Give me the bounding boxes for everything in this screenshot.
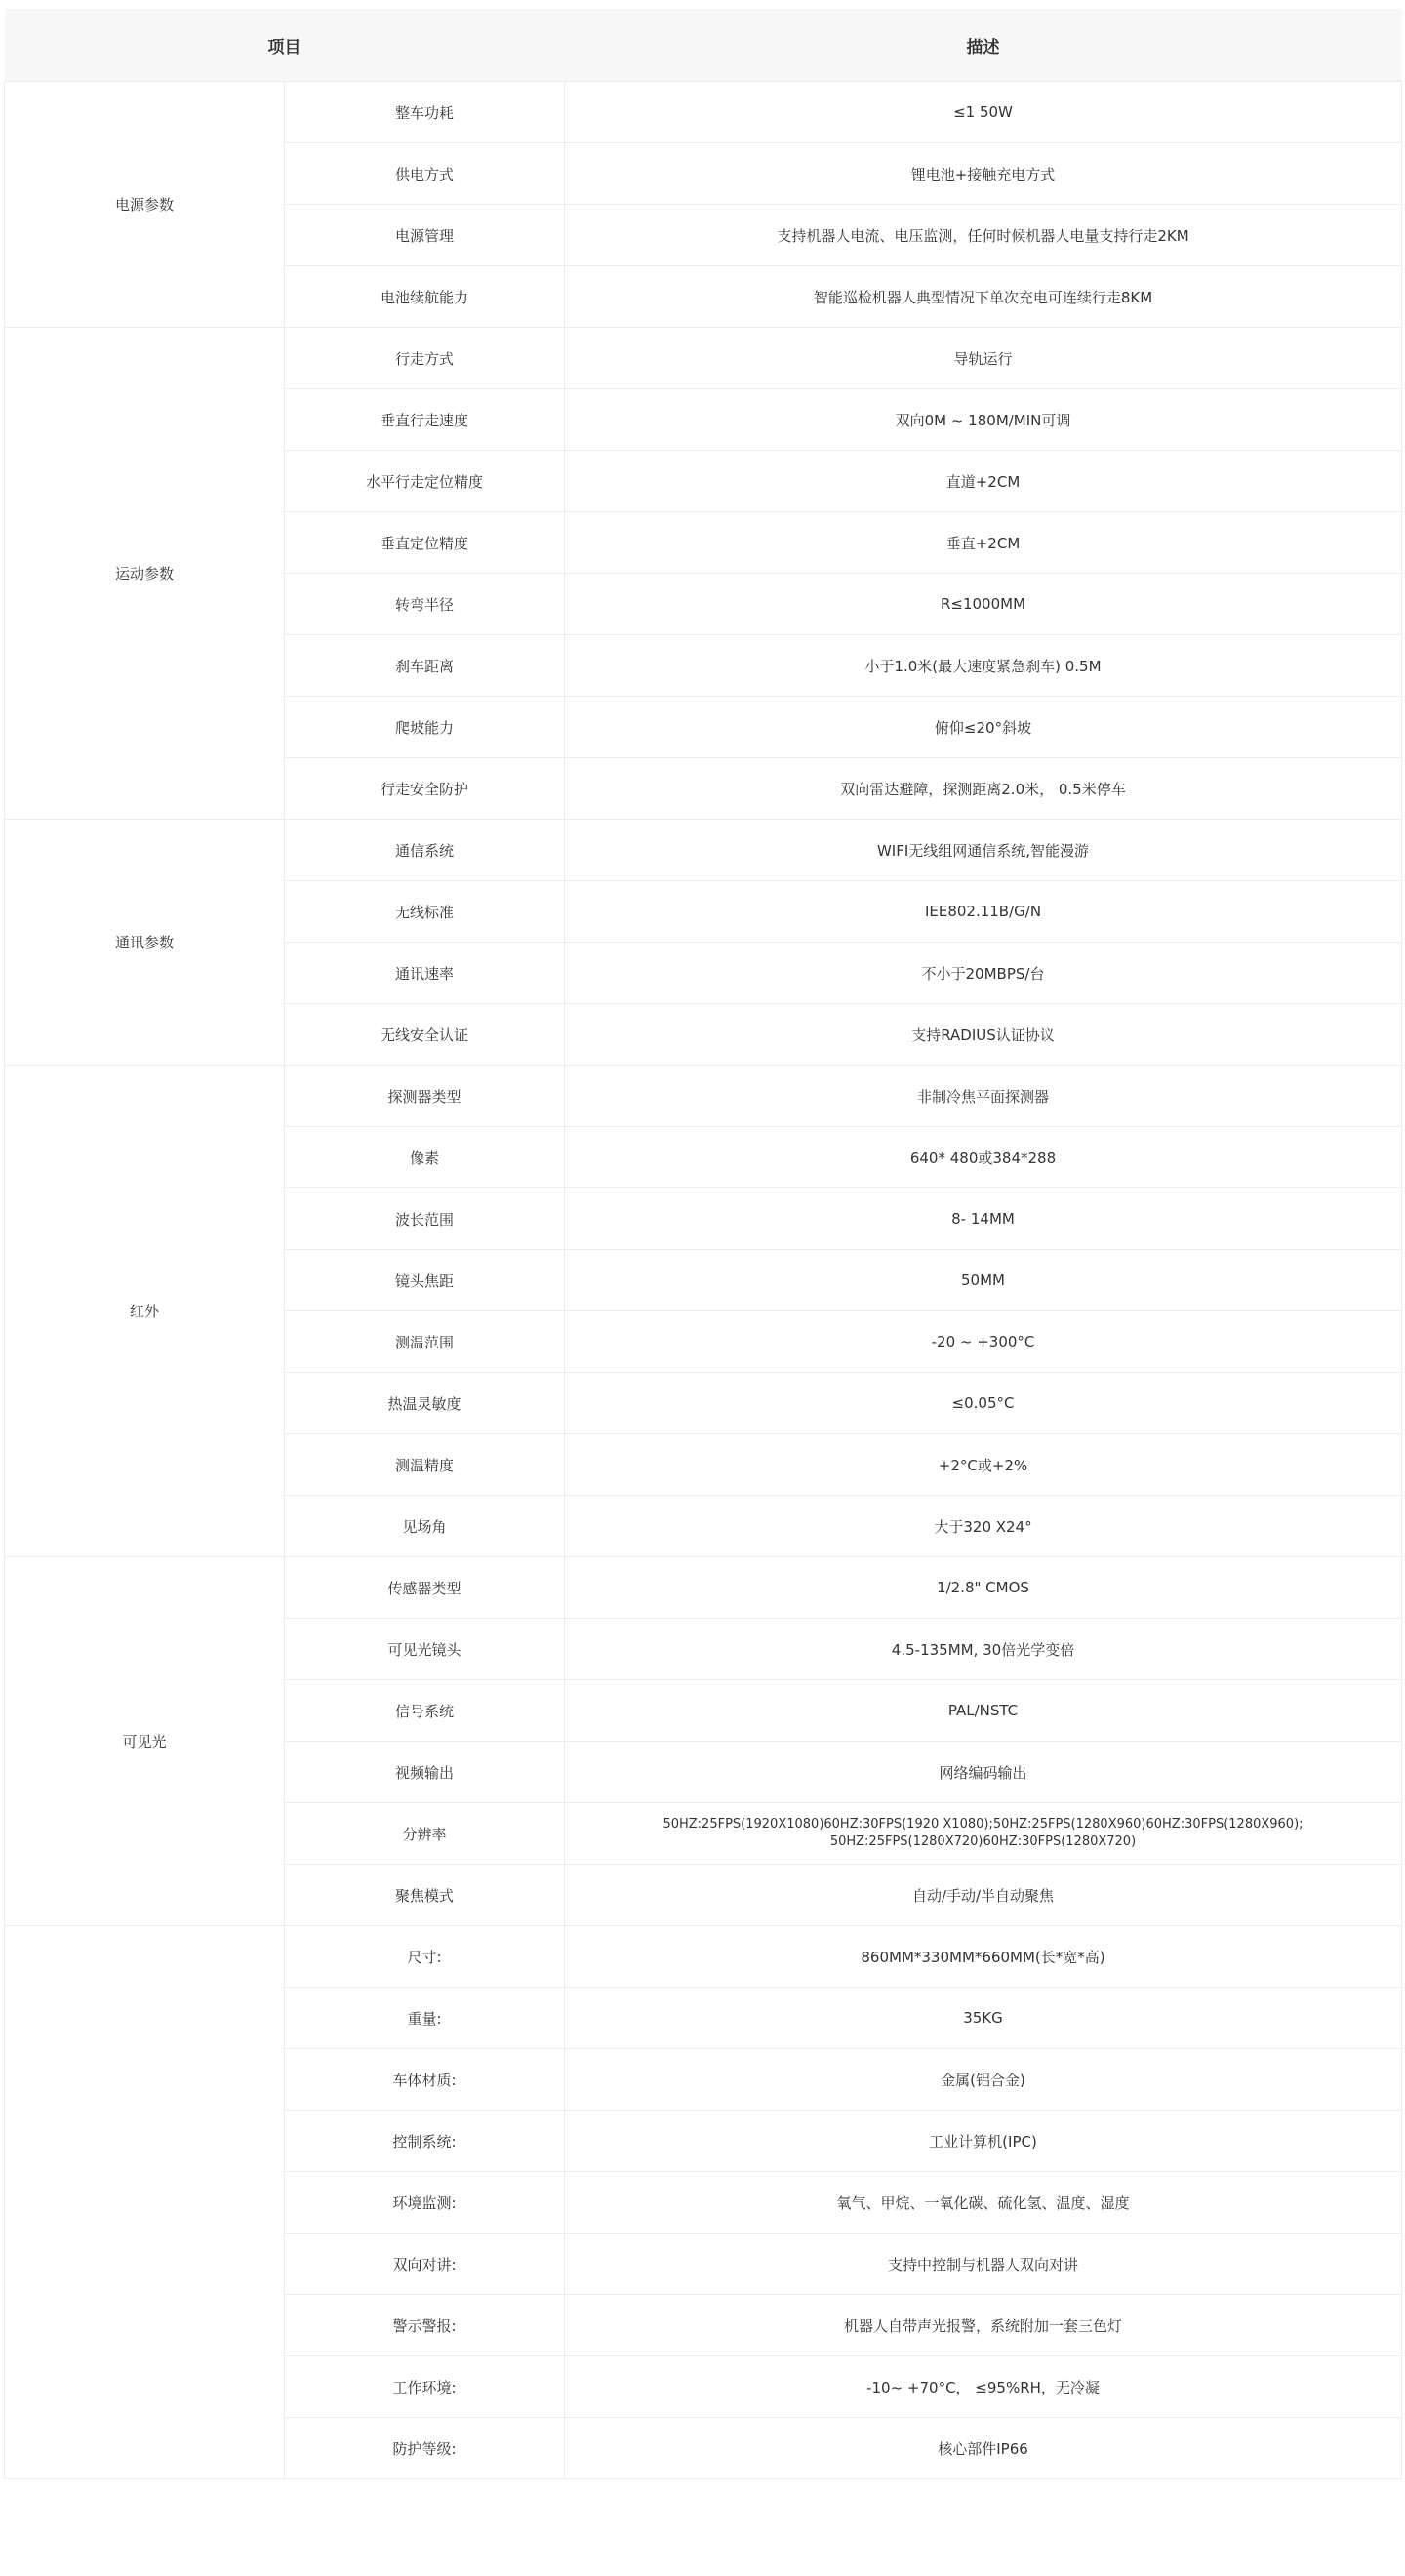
table-row [5,1557,1402,1619]
item-cell: 整车功耗 [285,82,565,143]
item-cell: 探测器类型 [285,1066,565,1127]
group-infrared: 红外 [5,1066,285,1557]
resolution-line-1: 50HZ:25FPS(1920X1080)60HZ:30FPS(1920 X1080);50HZ:25FPS(1280X960)60HZ:30FPS(1280X960); [662,1817,1304,1832]
item-cell: 垂直定位精度 [285,512,565,574]
desc-cell: -10~ +70°C， ≤95%RH，无冷凝 [565,2356,1402,2418]
item-cell: 见场角 [285,1496,565,1557]
item-cell: 双向对讲: [285,2234,565,2295]
item-cell: 控制系统: [285,2111,565,2172]
desc-cell: 不小于20MBPS/台 [565,943,1402,1004]
desc-cell: 智能巡检机器人典型情况下单次充电可连续行走8KM [565,266,1402,328]
resolution-line-2: 50HZ:25FPS(1280X720)60HZ:30FPS(1280X720) [829,1834,1137,1849]
desc-cell: 支持RADIUS认证协议 [565,1004,1402,1066]
desc-cell: 支持中控制与机器人双向对讲 [565,2234,1402,2295]
desc-cell: 小于1.0米(最大速度紧急刹车) 0.5M [565,635,1402,697]
desc-cell: 导轨运行 [565,328,1402,389]
item-cell: 尺寸: [285,1926,565,1988]
group-visible-light: 可见光 [5,1557,285,1926]
desc-cell: 机器人自带声光报警，系统附加一套三色灯 [565,2295,1402,2356]
header-row [5,9,1402,82]
item-cell: 通信系统 [285,820,565,881]
item-cell: 视频输出 [285,1742,565,1803]
item-cell: 电池续航能力 [285,266,565,328]
item-cell: 可见光镜头 [285,1619,565,1680]
item-cell: 测温范围 [285,1311,565,1373]
desc-cell: 氧气、甲烷、一氧化碳、硫化氢、温度、湿度 [565,2172,1402,2234]
item-cell: 信号系统 [285,1680,565,1742]
desc-cell: 双向0M ~ 180M/MIN可调 [565,389,1402,451]
item-cell: 刹车距离 [285,635,565,697]
desc-cell: WIFI无线组网通信系统,智能漫游 [565,820,1402,881]
desc-cell: ≤0.05°C [565,1373,1402,1434]
desc-cell: 8- 14MM [565,1188,1402,1250]
desc-cell: 860MM*330MM*660MM(长*宽*高) [565,1926,1402,1988]
item-cell: 通讯速率 [285,943,565,1004]
item-cell: 像素 [285,1127,565,1188]
item-cell: 传感器类型 [285,1557,565,1619]
item-cell: 工作环境: [285,2356,565,2418]
desc-cell: 非制冷焦平面探测器 [565,1066,1402,1127]
item-cell: 行走安全防护 [285,758,565,820]
item-cell: 环境监测: [285,2172,565,2234]
group-general [5,1926,285,2479]
item-cell: 无线安全认证 [285,1004,565,1066]
desc-cell: 1/2.8" CMOS [565,1557,1402,1619]
table-row [5,328,1402,389]
item-cell: 重量: [285,1988,565,2049]
group-communication: 通讯参数 [5,820,285,1066]
desc-cell: +2°C或+2% [565,1434,1402,1496]
desc-cell: 工业计算机(IPC) [565,2111,1402,2172]
desc-cell: 网络编码输出 [565,1742,1402,1803]
desc-cell: 支持机器人电流、电压监测，任何时候机器人电量支持行走2KM [565,205,1402,266]
header-item: 项目 [5,9,565,82]
item-cell: 热温灵敏度 [285,1373,565,1434]
desc-cell: 50MM [565,1250,1402,1311]
item-cell: 分辨率 [285,1803,565,1865]
desc-cell: 垂直+2CM [565,512,1402,574]
desc-cell: 俯仰≤20°斜坡 [565,697,1402,758]
item-cell: 波长范围 [285,1188,565,1250]
desc-cell: 4.5-135MM, 30倍光学变倍 [565,1619,1402,1680]
table-row [5,820,1402,881]
desc-cell: 大于320 X24° [565,1496,1402,1557]
item-cell: 车体材质: [285,2049,565,2111]
item-cell: 爬坡能力 [285,697,565,758]
spec-body [5,82,1402,2479]
item-cell: 转弯半径 [285,574,565,635]
desc-cell: ≤1 50W [565,82,1402,143]
header-description: 描述 [565,9,1402,82]
desc-cell: 双向雷达避障，探测距离2.0米， 0.5米停车 [565,758,1402,820]
spec-table [4,9,1402,2479]
item-cell: 聚焦模式 [285,1865,565,1926]
item-cell: 行走方式 [285,328,565,389]
desc-cell: 640* 480或384*288 [565,1127,1402,1188]
table-row [5,1066,1402,1127]
desc-cell: 核心部件IP66 [565,2418,1402,2479]
desc-cell: 金属(铝合金) [565,2049,1402,2111]
table-row [5,1926,1402,1988]
desc-cell: 锂电池+接触充电方式 [565,143,1402,205]
item-cell: 防护等级: [285,2418,565,2479]
item-cell: 警示警报: [285,2295,565,2356]
item-cell: 无线标准 [285,881,565,943]
desc-cell: R≤1000MM [565,574,1402,635]
item-cell: 供电方式 [285,143,565,205]
item-cell: 垂直行走速度 [285,389,565,451]
desc-cell: 直道+2CM [565,451,1402,512]
group-power: 电源参数 [5,82,285,328]
desc-cell: 自动/手动/半自动聚焦 [565,1865,1402,1926]
desc-cell: PAL/NSTC [565,1680,1402,1742]
table-row [5,82,1402,143]
desc-cell-resolution [565,1803,1402,1865]
item-cell: 测温精度 [285,1434,565,1496]
item-cell: 电源管理 [285,205,565,266]
desc-cell: IEE802.11B/G/N [565,881,1402,943]
item-cell: 水平行走定位精度 [285,451,565,512]
desc-cell: 35KG [565,1988,1402,2049]
group-motion: 运动参数 [5,328,285,820]
item-cell: 镜头焦距 [285,1250,565,1311]
desc-cell: -20 ~ +300°C [565,1311,1402,1373]
